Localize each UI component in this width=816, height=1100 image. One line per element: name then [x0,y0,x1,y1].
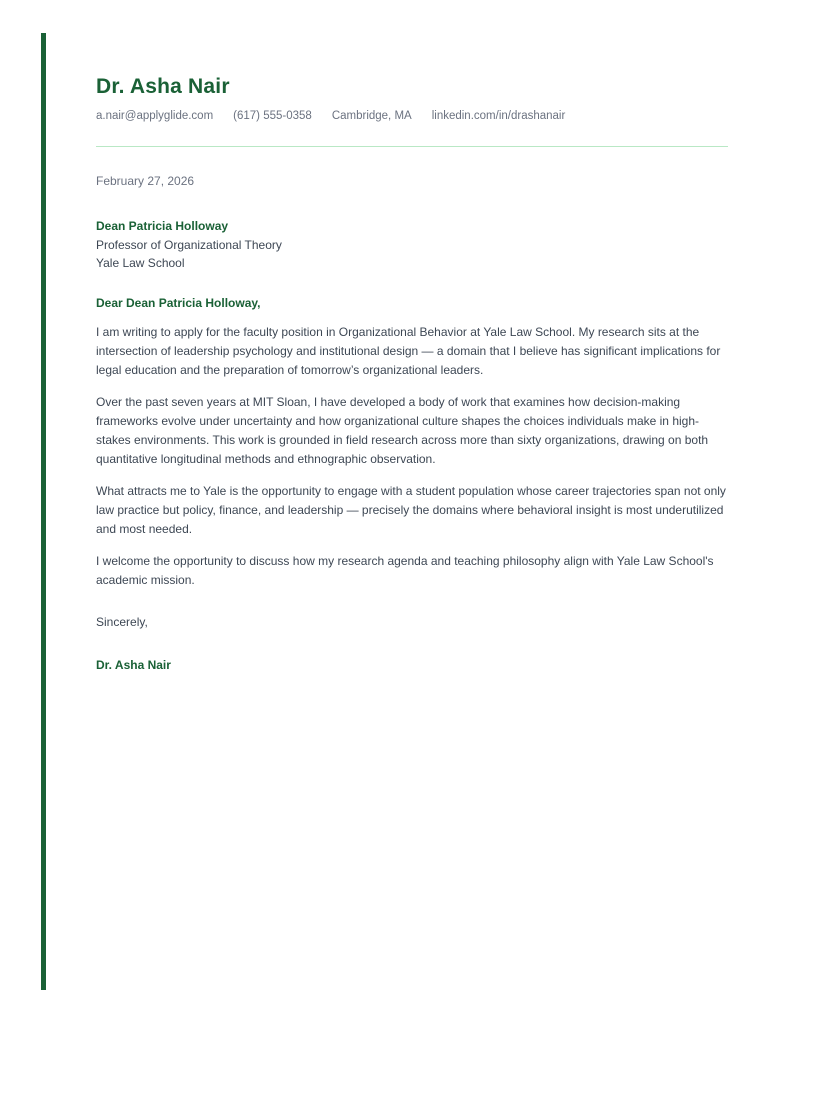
body-paragraph-4: I welcome the opportunity to discuss how my research agenda and teaching philosophy align with Yale Law School's academic mission. [96,553,714,587]
recipient-organization: Yale Law School [96,256,185,271]
letter-content [96,0,728,672]
recipient-block [96,217,728,273]
contact-email: a.nair@applyglide.com [96,110,214,123]
sender-name-heading: Dr. Asha Nair [96,75,230,98]
closing-line: Sincerely, [96,614,148,629]
contact-location: Cambridge, MA [331,110,412,123]
header-divider [96,146,728,147]
salutation: Dear Dean Patricia Holloway, [96,295,261,310]
recipient-title: Professor of Organizational Theory [96,237,282,252]
recipient-name: Dean Patricia Holloway [96,219,229,234]
contact-row [96,110,728,122]
contact-linkedin: linkedin.com/in/drashanair [431,110,566,123]
letter-date: February 27, 2026 [96,174,195,189]
body-paragraph-2: Over the past seven years at MIT Sloan, I have developed a body of work that examines how decision-making frameworks evolve under uncertainty and how organizational culture shapes the choices individuals make in high-stakes environments. This work is grounded in field research across more than sixty organizations, drawing on both quantitative longitudinal methods and ethnographic observation. [96,394,709,466]
accent-bar [41,33,46,990]
signature-name: Dr. Asha Nair [96,657,171,672]
contact-phone: (617) 555-0358 [233,110,312,123]
body-paragraph-3: What attracts me to Yale is the opportunity to engage with a student population whose career trajectories span not only law practice but policy, finance, and leadership — precisely the domains where behavioral insight is most underutilized and most needed. [96,483,726,536]
body-paragraph-1: I am writing to apply for the faculty position in Organizational Behavior at Yale Law School. My research sits at the intersection of leadership psychology and institutional design — a domain that I believe has significant implications for legal education and the preparation of tomorrow’s organizational leaders. [96,324,721,377]
